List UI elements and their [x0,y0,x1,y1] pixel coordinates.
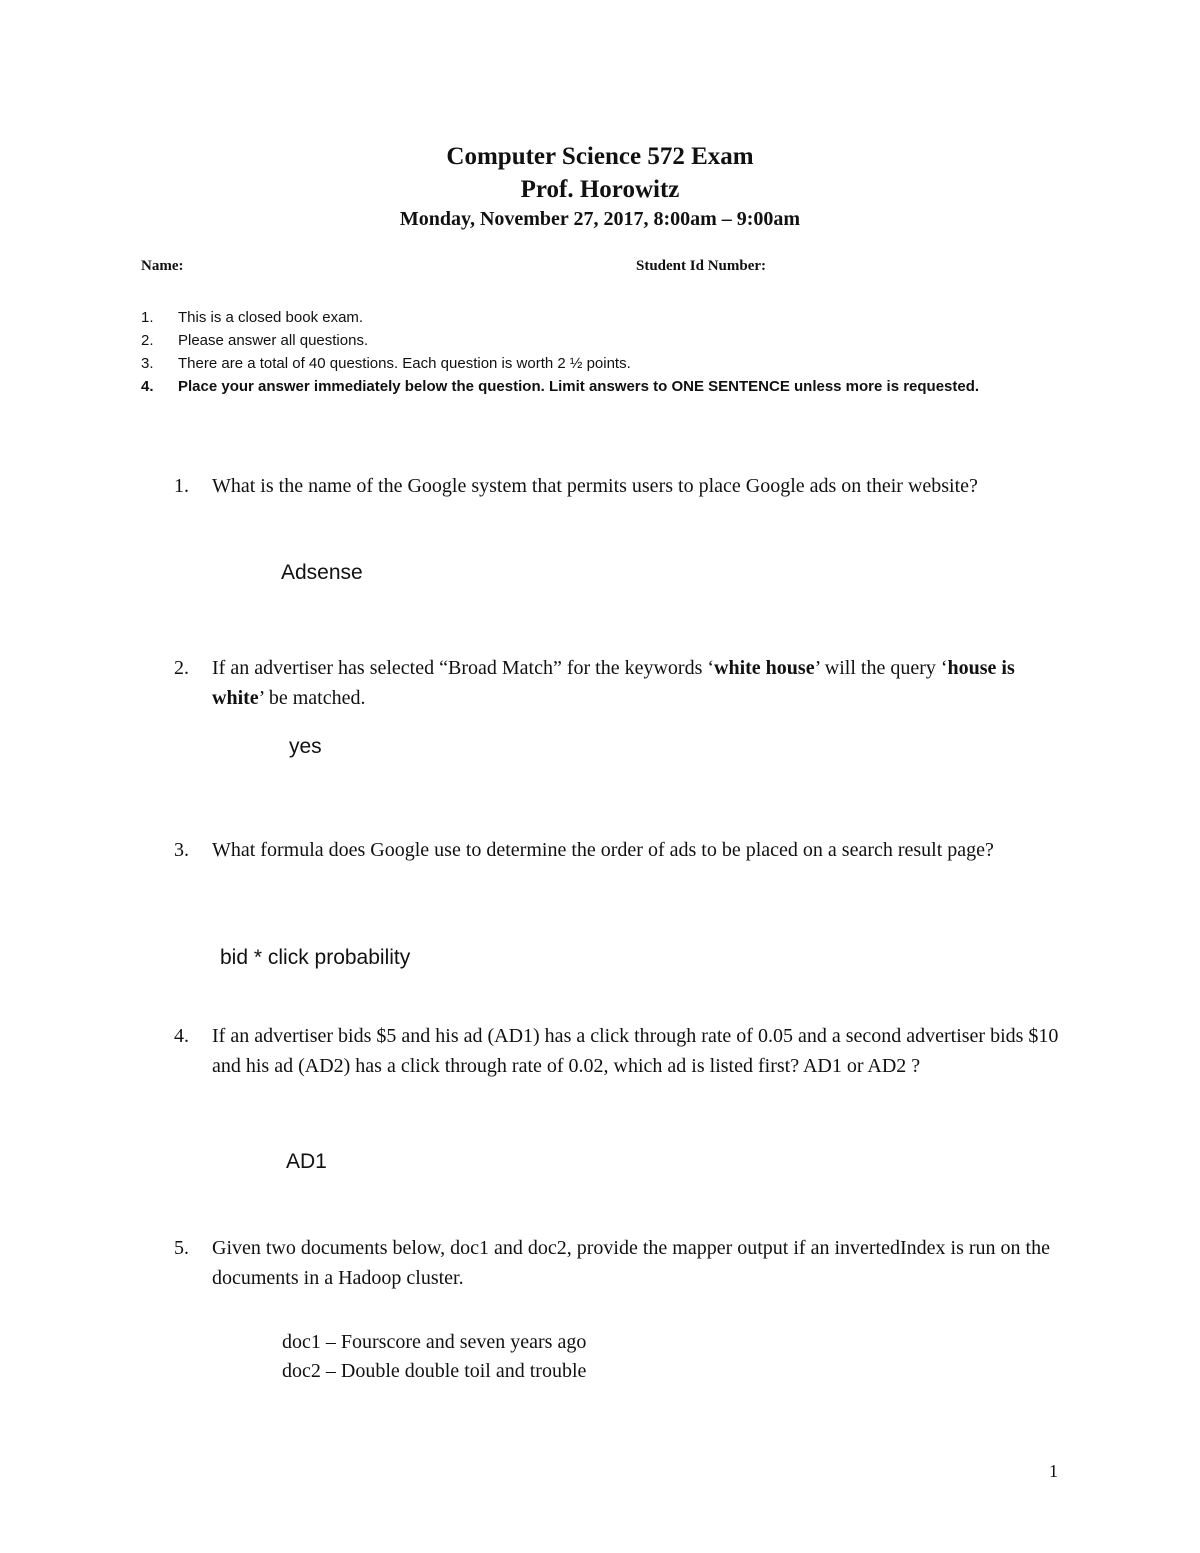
instructor-name: Prof. Horowitz [520,176,680,203]
question-1 [174,471,1074,531]
query-phrase: house is white [212,657,1015,709]
instructions-list [141,306,1071,426]
question-text [212,653,1062,713]
instruction-number: 2. [141,332,154,349]
student-id-label: Student Id Number: [636,258,767,274]
instruction-number: 4. [141,378,154,395]
question-2 [174,653,1074,713]
exam-title: Computer Science 572 Exam [446,143,754,170]
question-text-part: ’ be matched. [258,687,366,709]
answer-4: AD1 [286,1150,327,1173]
answer-2: yes [289,735,322,758]
question-number: 1. [174,475,189,497]
name-label: Name: [141,258,184,274]
instruction-text: Please answer all questions. [178,332,369,349]
instruction-text: Place your answer immediately below the question. Limit answers to ONE SENTENCE unless more is requested. [178,378,980,395]
question-text: Given two documents below, doc1 and doc2, provide the mapper output if an invertedIndex is run on the documents in a Hadoop cluster. [212,1237,1050,1289]
question-4 [174,1021,1074,1111]
question-text: If an advertiser bids $5 and his ad (AD1) has a click through rate of 0.05 and a second advertiser bids $10 and his ad (AD2) has a click through rate of 0.02, which ad is listed first? AD1 or AD2 ? [212,1025,1059,1077]
question-text: What formula does Google use to determine the order of ads to be placed on a search result page? [212,839,994,861]
instruction-number: 3. [141,355,154,372]
answer-1: Adsense [281,561,363,584]
question-number: 4. [174,1025,189,1047]
question-number: 5. [174,1237,189,1259]
document-line: doc1 – Fourscore and seven years ago [282,1331,587,1353]
question-5 [174,1233,1074,1293]
question-number: 3. [174,839,189,861]
question-text: What is the name of the Google system that permits users to place Google ads on their website? [212,475,978,497]
question-text-part: ’ will the query ‘ [814,657,948,679]
document-line: doc2 – Double double toil and trouble [282,1360,587,1382]
page-number: 1 [1049,1461,1058,1481]
question-text-part: If an advertiser has selected “Broad Match” for the keywords ‘ [212,657,715,679]
exam-date-time: Monday, November 27, 2017, 8:00am – 9:00am [399,208,801,230]
instruction-text: This is a closed book exam. [178,309,364,326]
question-3 [174,835,1074,895]
instruction-number: 1. [141,309,154,326]
question-number: 2. [174,657,189,679]
keyword-phrase: white house [714,657,815,679]
instruction-text: There are a total of 40 questions. Each question is worth 2 ½ points. [178,355,631,372]
answer-3: bid * click probability [220,946,411,969]
